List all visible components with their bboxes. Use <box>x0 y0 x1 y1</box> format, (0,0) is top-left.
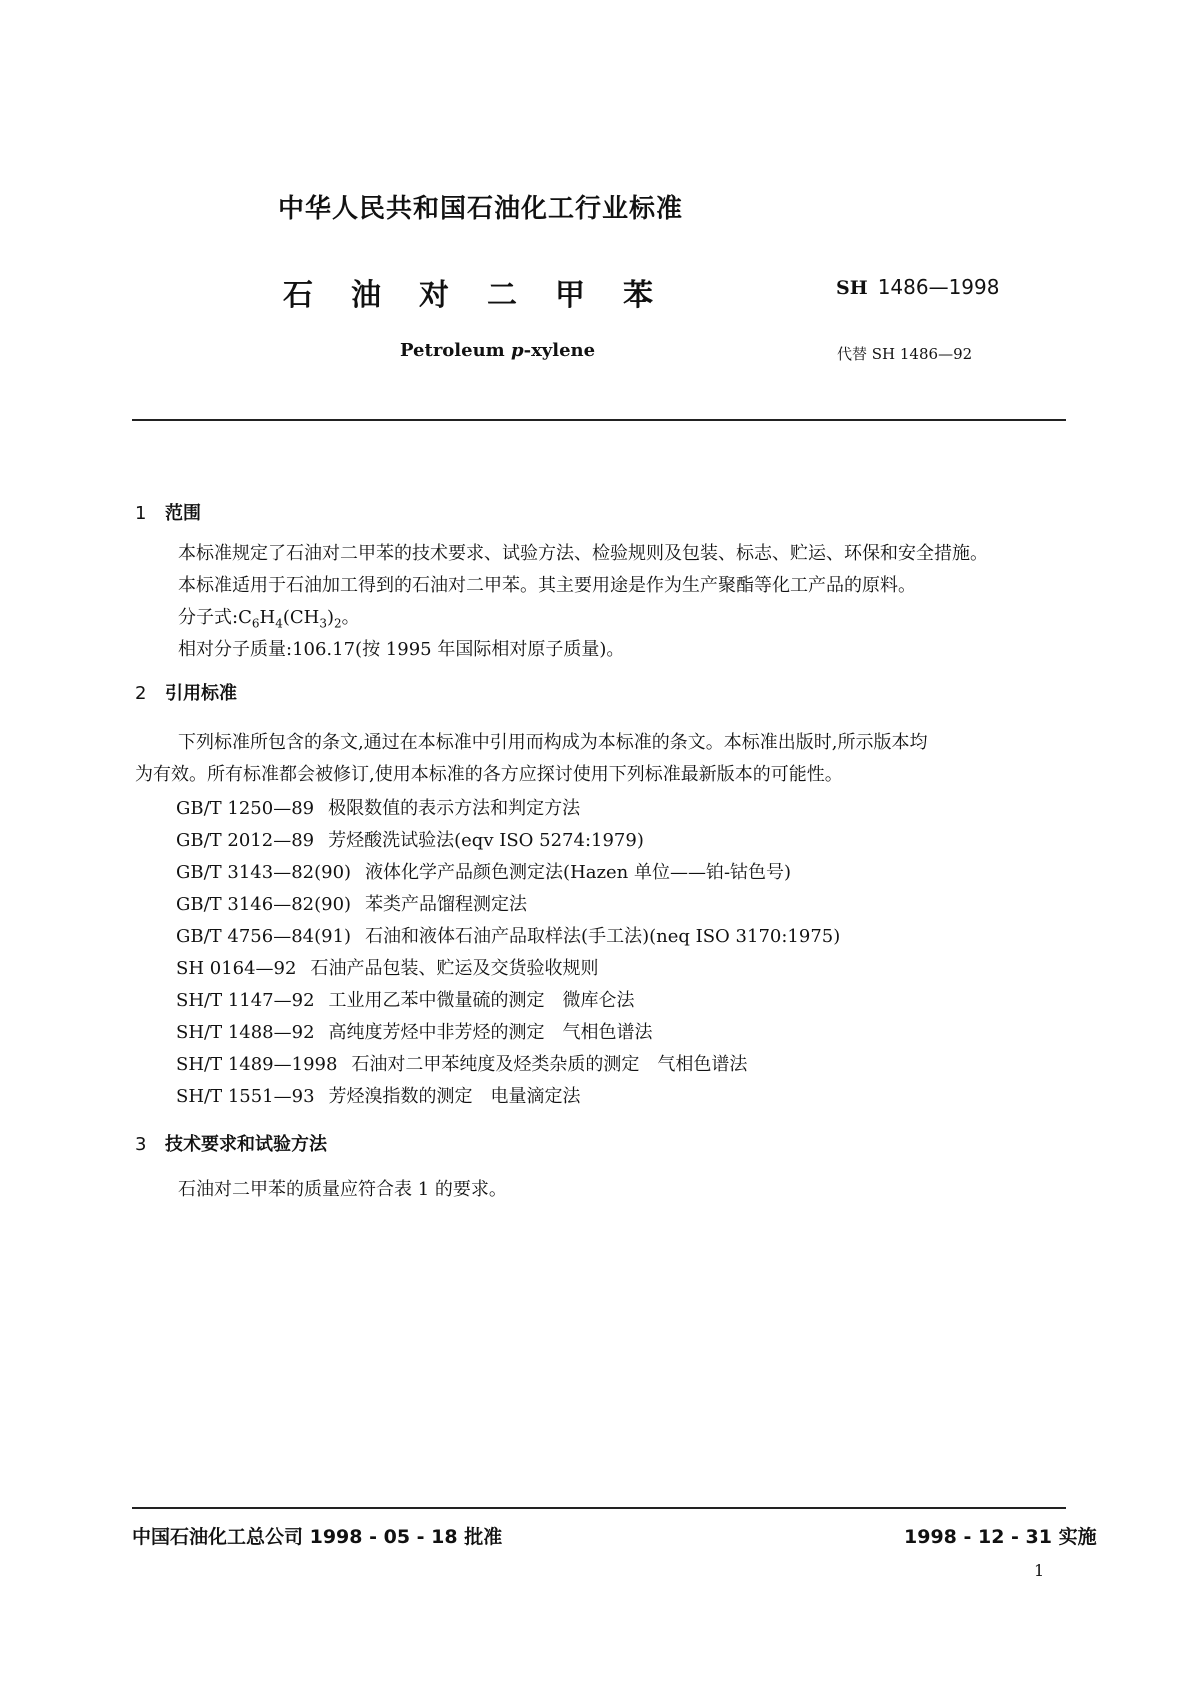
formula-part: H <box>259 607 276 628</box>
reference-code: SH/T 1489—1998 <box>176 1054 338 1075</box>
formula-part: ) <box>326 607 335 628</box>
paragraph: 相对分子质量:106.17(按 1995 年国际相对原子质量)。 <box>178 639 625 660</box>
section-number: 3 <box>135 1134 147 1155</box>
section-number: 1 <box>135 503 147 524</box>
reference-code: SH/T 1488—92 <box>176 1022 315 1043</box>
reference-item <box>176 794 580 820</box>
english-title-part: Petroleum <box>400 340 511 361</box>
formula-subscript: 3 <box>319 616 327 631</box>
reference-item <box>176 890 527 916</box>
section-heading-2 <box>135 679 237 705</box>
reference-item <box>176 858 791 884</box>
header-divider <box>132 419 1066 421</box>
title-char: 油 <box>351 278 381 313</box>
reference-item <box>176 922 840 948</box>
reference-title: 苯类产品馏程测定法 <box>365 894 528 915</box>
formula-subscript: 2 <box>334 616 342 631</box>
formula-part: C <box>238 607 252 628</box>
title-char: 苯 <box>623 278 653 313</box>
section-title: 范围 <box>165 503 201 524</box>
standard-body-heading: 中华人民共和国石油化工行业标准 <box>278 194 684 224</box>
reference-title: 芳烃酸洗试验法(eqv ISO 5274:1979) <box>328 830 644 851</box>
reference-item <box>176 1050 747 1076</box>
effective-date: 1998 - 12 - 31 实施 <box>904 1526 1097 1548</box>
reference-title: 液体化学产品颜色测定法(Hazen 单位——铂-钴色号) <box>365 862 792 883</box>
reference-code: GB/T 1250—89 <box>176 798 315 819</box>
paragraph: 石油对二甲苯的质量应符合表 1 的要求。 <box>178 1179 507 1200</box>
standard-code <box>836 275 999 299</box>
section-heading-3 <box>135 1130 327 1156</box>
reference-code: GB/T 2012—89 <box>176 830 315 851</box>
section-title: 引用标准 <box>165 683 237 704</box>
section-number: 2 <box>135 683 147 704</box>
title-char: 对 <box>419 278 449 313</box>
formula-subscript: 4 <box>275 616 283 631</box>
formula-label: 分子式: <box>178 607 239 628</box>
reference-title: 工业用乙苯中微量硫的测定 微库仑法 <box>328 990 635 1011</box>
document-title <box>283 270 691 314</box>
title-char: 石 <box>283 278 313 313</box>
formula-part: (CH <box>282 607 320 628</box>
reference-code: GB/T 4756—84(91) <box>176 926 352 947</box>
section-heading-1 <box>135 499 201 525</box>
reference-item <box>176 1018 653 1044</box>
reference-title: 石油产品包装、贮运及交货验收规则 <box>310 958 599 979</box>
replaces-note: 代替 SH 1486—92 <box>837 345 973 363</box>
reference-item <box>176 954 598 980</box>
english-title-italic: p <box>511 340 524 361</box>
english-title-part: -xylene <box>523 340 596 361</box>
reference-item <box>176 1082 581 1108</box>
reference-code: GB/T 3146—82(90) <box>176 894 352 915</box>
reference-item <box>176 826 644 852</box>
section-title: 技术要求和试验方法 <box>165 1134 327 1155</box>
reference-title: 芳烃溴指数的测定 电量滴定法 <box>328 1086 581 1107</box>
reference-title: 高纯度芳烃中非芳烃的测定 气相色谱法 <box>328 1022 653 1043</box>
reference-title: 极限数值的表示方法和判定方法 <box>328 798 581 819</box>
formula-subscript: 6 <box>251 616 260 631</box>
paragraph: 为有效。所有标准都会被修订,使用本标准的各方应探讨使用下列标准最新版本的可能性。 <box>135 764 843 785</box>
footer-divider <box>132 1507 1066 1509</box>
reference-code: SH 0164—92 <box>176 958 297 979</box>
standard-number: 1486—1998 <box>877 275 1000 299</box>
formula-part: 。 <box>341 607 360 628</box>
reference-item <box>176 986 635 1012</box>
standard-prefix: SH <box>836 277 868 299</box>
approval-date: 中国石油化工总公司 1998 - 05 - 18 批准 <box>132 1526 503 1548</box>
reference-code: SH/T 1551—93 <box>176 1086 315 1107</box>
reference-code: SH/T 1147—92 <box>176 990 315 1011</box>
page-number: 1 <box>1034 1561 1045 1580</box>
reference-title: 石油对二甲苯纯度及烃类杂质的测定 气相色谱法 <box>351 1054 748 1075</box>
paragraph: 本标准规定了石油对二甲苯的技术要求、试验方法、检验规则及包装、标志、贮运、环保和安全措施。 <box>178 543 988 564</box>
reference-code: GB/T 3143—82(90) <box>176 862 352 883</box>
title-char: 二 <box>487 278 517 313</box>
english-title <box>400 340 595 361</box>
title-char: 甲 <box>555 278 585 313</box>
reference-title: 石油和液体石油产品取样法(手工法)(neq ISO 3170:1975) <box>365 926 841 947</box>
paragraph: 本标准适用于石油加工得到的石油对二甲苯。其主要用途是作为生产聚酯等化工产品的原料。 <box>178 575 916 596</box>
paragraph: 下列标准所包含的条文,通过在本标准中引用而构成为本标准的条文。本标准出版时,所示版本均 <box>178 732 928 753</box>
